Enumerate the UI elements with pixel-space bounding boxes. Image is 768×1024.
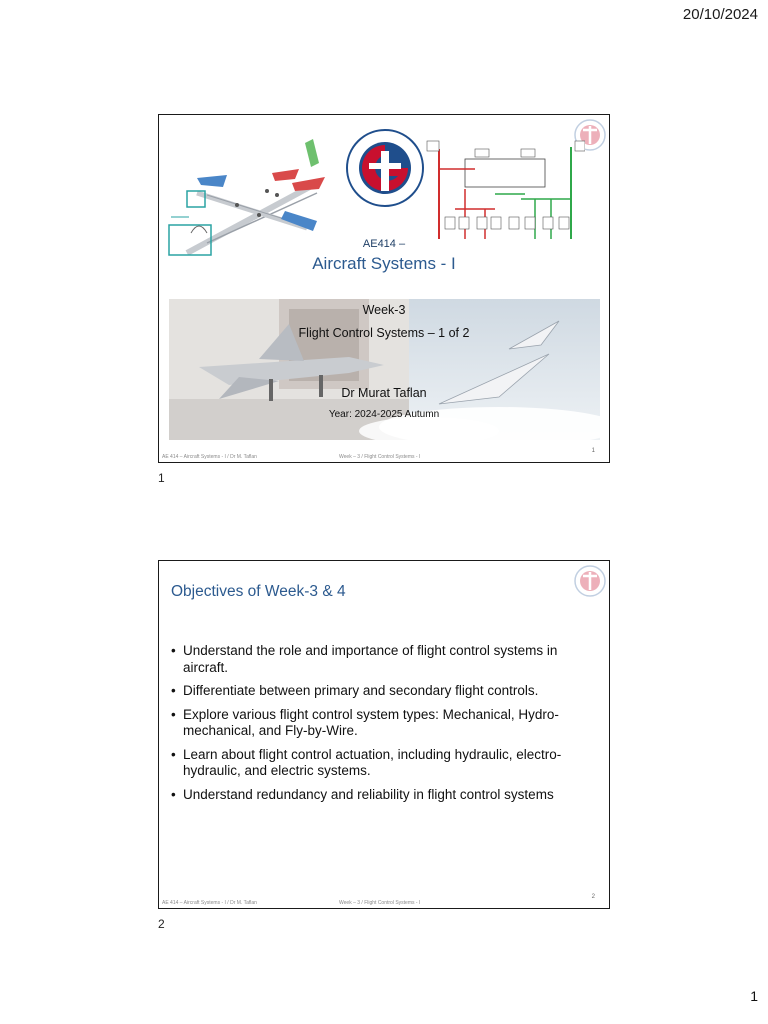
bullet-icon: • [171,786,176,802]
list-item-text: Differentiate between primary and secondary flight controls. [183,683,539,698]
list-item-text: Explore various flight control system types: Mechanical, Hydro-mechanical, and Fly-by-Wire. [183,706,559,738]
lecture-topic: Flight Control Systems – 1 of 2 [298,326,470,340]
list-item-text: Understand the role and importance of flight control systems in aircraft. [183,643,558,675]
bullet-icon: • [171,683,176,698]
bullet-icon: • [171,746,176,762]
slide-footer-course: AE 414 – Aircraft Systems - I / Dr M. Taflan [162,454,257,460]
bullet-icon: • [171,643,176,658]
slide-footer-course: AE 414 – Aircraft Systems - I / Dr M. Taflan [162,900,257,906]
list-item-text: Understand redundancy and reliability in flight control systems [183,786,554,802]
slide-footer-week: Week – 3 / Flight Control Systems - I [339,900,421,906]
bullet-icon: • [171,706,176,722]
course-code: AE414 – [362,238,406,250]
slide-1[interactable] [158,114,610,463]
academic-year: Year: 2024-2025 Autumn [328,409,440,420]
slide-number: 1 [591,448,595,454]
list-item-text: Learn about flight control actuation, including hydraulic, electro-hydraulic, and electric systems. [183,746,562,778]
course-title: Aircraft Systems - I [312,254,456,273]
list-item [171,747,599,780]
objectives-list [171,643,599,810]
slide-2[interactable] [158,560,610,909]
university-logo-icon [345,127,425,209]
week-label: Week-3 [362,303,406,317]
author-name: Dr Murat Taflan [341,386,427,400]
list-item [171,683,599,700]
slide-caption-2: 2 [158,917,165,931]
list-item [171,707,599,740]
university-logo-small-icon [573,563,607,599]
slide-caption-1: 1 [158,471,165,485]
slide-title: Objectives of Week-3 & 4 [171,583,346,600]
slide-footer-week: Week – 3 / Flight Control Systems - I [339,454,421,460]
page-number: 1 [750,988,758,1004]
slide-number: 2 [591,894,595,900]
list-item [171,643,599,676]
page-date: 20/10/2024 [682,6,758,23]
list-item [171,787,599,804]
